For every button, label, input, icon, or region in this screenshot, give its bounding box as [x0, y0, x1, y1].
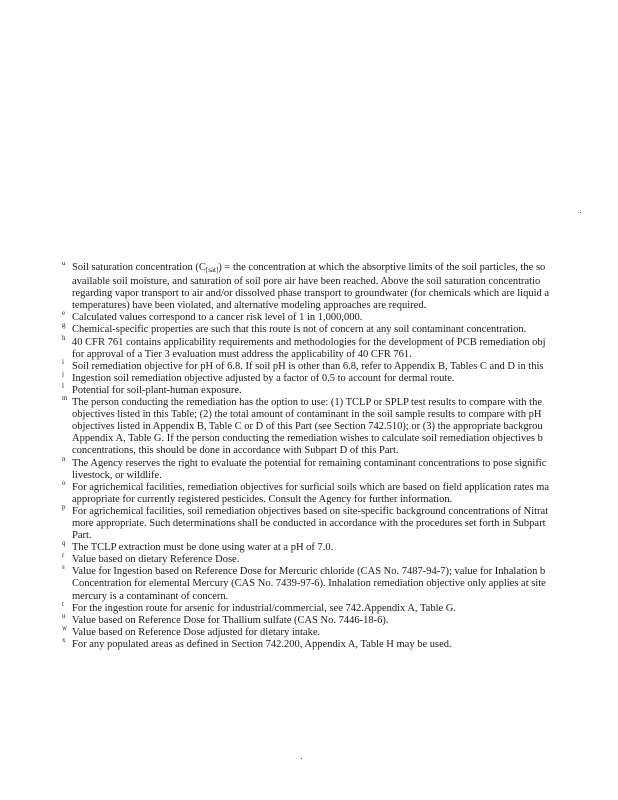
footnote-line: available soil moisture, and saturation of soil pore air have been reached. Above the soil saturation concentratio: [72, 276, 541, 288]
footnote-p: [62, 502, 618, 542]
footnote-line: Chemical-specific properties are such that this route is not of concern at any soil contaminant concentration.: [72, 324, 527, 336]
footnote-line: The Agency reserves the right to evaluate the potential for remaining contaminant concentrations to pose signific: [72, 457, 547, 469]
footnote-mark: g: [62, 321, 66, 330]
footnote-mark: i: [62, 357, 64, 366]
footnote-line: Value for Ingestion based on Reference Dose for Mercuric chloride (CAS No. 7487-94-7); value for Inhalation b: [72, 566, 546, 578]
footnote-w: [62, 623, 618, 639]
footnote-mark: h: [62, 333, 66, 342]
footnote-line: Appendix A, Table G. If the person conducting the remediation wishes to calculate soil remediation objectives b: [72, 433, 543, 445]
footnote-o: [62, 478, 618, 506]
footnote-line: The TCLP extraction must be done using water at a pH of 7.0.: [72, 542, 334, 554]
footnote-d: [62, 262, 618, 312]
footnote-line: For agrichemical facilities, soil remediation objectives based on site-specific background concentrations of Nitrat: [72, 505, 549, 517]
footnote-line: temperatures) have been violated, and alternative modeling approaches are required.: [72, 300, 427, 312]
footnote-line: For agrichemical facilities, remediation objectives for surficial soils which are based on field application rates ma: [72, 481, 549, 493]
footnote-line: more appropriate. Such determinations shall be conducted in accordance with the procedures set forth in Subpart: [72, 517, 546, 529]
footnote-m: [62, 394, 618, 457]
footnote-mark: t: [62, 599, 64, 608]
footnote-line: Calculated values correspond to a cancer risk level of 1 in 1,000,000.: [72, 312, 363, 324]
footnote-mark: x: [62, 635, 66, 644]
footnote-mark: r: [62, 551, 65, 560]
footnote-line: Soil remediation objective for pH of 6.8. If soil pH is other than 6.8, refer to Appendix B, Tables C and D in this: [72, 360, 544, 372]
footnote-j: [62, 369, 618, 385]
footnote-line: objectives listed in this Table; (2) the total amount of contaminant in the soil sample results to compare with pH: [72, 409, 542, 421]
footnote-line: mercury is a contaminant of concern.: [72, 590, 229, 602]
footnote-line: Soil saturation concentration $(C_{[sat]})$ = the concentration at which the absorptive limits of the soil particles, the so: [72, 262, 546, 274]
footnote-mark: o: [62, 478, 66, 487]
footnote-line: for approval of a Tier 3 evaluation must address the applicability of 40 CFR 761.: [72, 348, 412, 360]
footnote-line: appropriate for currently registered pesticides. Consult the Agency for further information.: [72, 493, 453, 505]
footnote-mark: l: [62, 381, 64, 390]
footnote-i: [62, 357, 618, 373]
footnote-mark: s: [62, 563, 65, 572]
footnote-mark: d: [62, 262, 66, 267]
footnote-line: Potential for soil-plant-human exposure.: [72, 384, 242, 396]
footnote-mark: m: [62, 394, 68, 403]
footnote-e: [62, 309, 618, 324]
footnote-r: [62, 551, 618, 566]
footnote-line: Concentration for elemental Mercury (CAS No. 7439-97-6). Inhalation remediation objective only applies at site: [72, 578, 546, 590]
footnote-mark: w: [62, 623, 68, 632]
footnote-h: [62, 333, 618, 361]
footnote-line: For the ingestion route for arsenic for industrial/commercial, see 742.Appendix A, Table G.: [72, 602, 456, 614]
footnote-s: [62, 563, 618, 602]
footnote-t: [62, 599, 618, 615]
footnote-line: Value based on Reference Dose for Thallium sulfate (CAS No. 7446-18-6).: [72, 614, 389, 626]
footnote-mark: p: [62, 502, 66, 511]
footnote-g: [62, 321, 618, 336]
footnote-u: [62, 611, 618, 627]
footnote-line: objectives listed in Appendix B, Table C or D of this Part (see Section 742.510); or (3) the appropriate backgrou: [72, 421, 543, 433]
footnote-line: Value based on Reference Dose adjusted for dietary intake.: [72, 626, 321, 638]
footnote-line: For any populated areas as defined in Section 742.200, Appendix A, Table H may be used.: [72, 638, 452, 650]
footnote-mark: u: [62, 611, 66, 620]
footnote-q: [62, 539, 618, 554]
footnote-n: [62, 454, 618, 482]
footnote-line: Ingestion soil remediation objective adjusted by a factor of 0.5 to account for dermal route.: [72, 372, 455, 384]
scan-speck: [580, 212, 581, 213]
scan-speck: [301, 758, 302, 759]
footnote-mark: j: [62, 369, 64, 378]
footnotes-list: [62, 262, 618, 651]
footnote-line: concentrations, this should be done in accordance with Subpart D of this Part.: [72, 445, 399, 457]
footnote-line: The person conducting the remediation has the option to use: (1) TCLP or SPLP test results to compare with the: [72, 397, 542, 409]
footnote-line: Part.: [72, 530, 92, 542]
footnote-mark: e: [62, 309, 66, 318]
footnote-line: 40 CFR 761 contains applicability requirements and methodologies for the development of PCB remediation obj: [72, 336, 546, 348]
footnote-mark: n: [62, 454, 66, 463]
footnote-l: [62, 381, 618, 397]
footnote-mark: q: [62, 539, 66, 548]
footnote-line: Value based on dietary Reference Dose.: [72, 554, 240, 566]
footnote-line: livestock, or wildlife.: [72, 469, 162, 481]
footnote-x: [62, 635, 618, 651]
footnote-line: regarding vapor transport to air and/or dissolved phase transport to groundwater (for chemicals which are liquid a: [72, 288, 550, 300]
